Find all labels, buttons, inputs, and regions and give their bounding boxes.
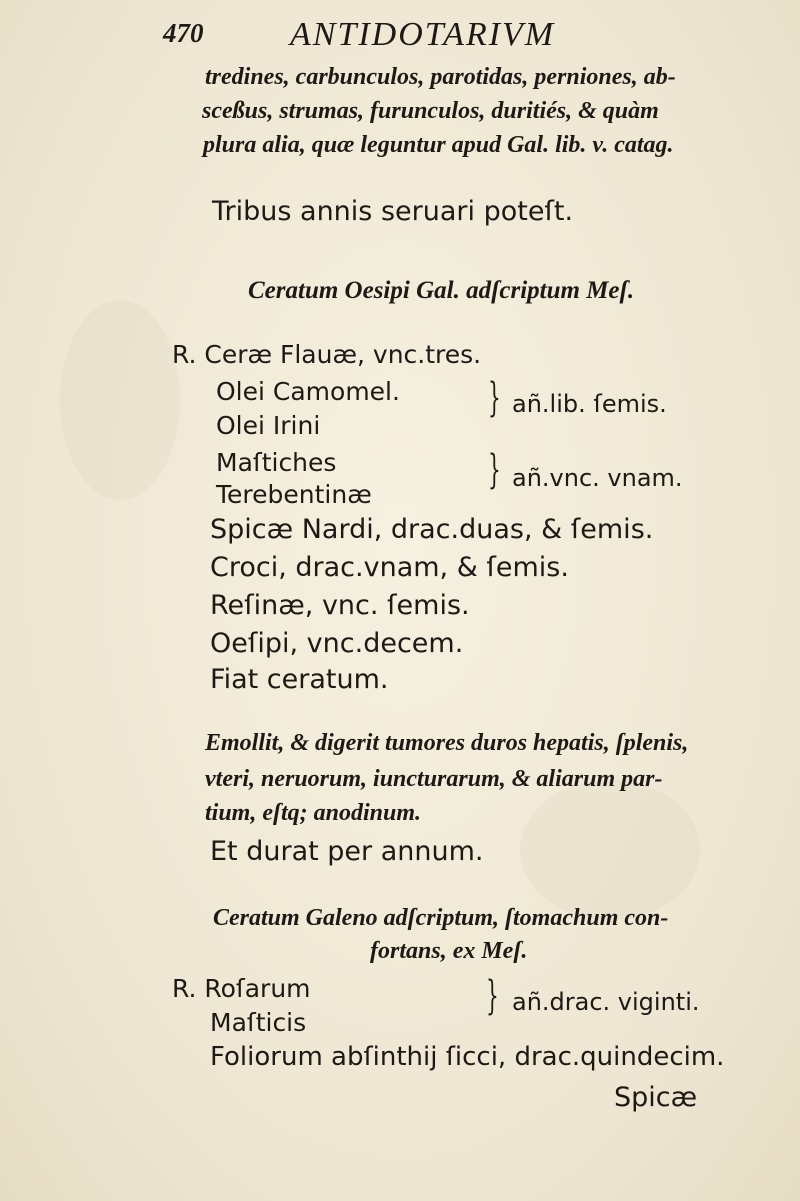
recipe-line: R. Ceræ Flauæ, vnc.tres. <box>172 340 482 369</box>
catchword: Spicæ <box>614 1082 698 1113</box>
dose: añ.vnc. vnam. <box>512 464 683 492</box>
virtue-line: Emollit, & digerit tumores duros hepatis, ſplenis, <box>205 730 689 756</box>
dose: añ.drac. viginti. <box>512 988 700 1016</box>
ingredient: Olei Irini <box>216 411 321 440</box>
ingredient: R. Roſarum <box>172 974 311 1003</box>
brace-icon: } <box>488 447 501 493</box>
ingredient: Maſtiches <box>216 448 337 477</box>
recipe-line: Reſinæ, vnc. ſemis. <box>210 590 470 621</box>
ingredient: Terebentinæ <box>216 480 372 509</box>
intro-line: sceßus, strumas, furunculos, duritiés, & quàm <box>202 98 659 124</box>
dose: añ.lib. ſemis. <box>512 390 667 418</box>
recipe-line: Foliorum abſinthij ſicci, drac.quindecim. <box>210 1042 725 1072</box>
ingredient: Olei Camomel. <box>216 377 400 406</box>
paper-stain <box>520 780 700 920</box>
recipe-line: Spicæ Nardi, drac.duas, & ſemis. <box>210 514 654 545</box>
intro-line: tredines, carbunculos, parotidas, perniones, ab- <box>205 64 676 90</box>
brace-icon: } <box>488 375 501 421</box>
durat-note: Et durat per annum. <box>210 836 484 867</box>
intro-line: plura alia, quæ leguntur apud Gal. lib. v. catag. <box>203 132 674 158</box>
recipe-line: Fiat ceratum. <box>210 664 389 695</box>
virtue-line: tium, eſtq; anodinum. <box>205 800 422 826</box>
virtue-line: vteri, neruorum, iuncturarum, & aliarum par- <box>205 766 663 792</box>
brace-icon: } <box>486 973 499 1019</box>
ingredient: Maſticis <box>210 1008 307 1037</box>
recipe-line: Croci, drac.vnam, & ſemis. <box>210 552 569 583</box>
paper-stain <box>60 300 180 500</box>
page-number: 470 <box>163 18 204 48</box>
running-title: ANTIDOTARIVM <box>290 16 556 53</box>
recipe-heading: Ceratum Galeno adſcriptum, ſtomachum con- <box>213 905 669 931</box>
recipe-line: Oeſipi, vnc.decem. <box>210 628 464 659</box>
recipe-heading: fortans, ex Meſ. <box>370 938 528 964</box>
keep-note: Tribus annis seruari poteſt. <box>212 196 574 227</box>
recipe-heading: Ceratum Oesipi Gal. adſcriptum Meſ. <box>248 277 635 304</box>
